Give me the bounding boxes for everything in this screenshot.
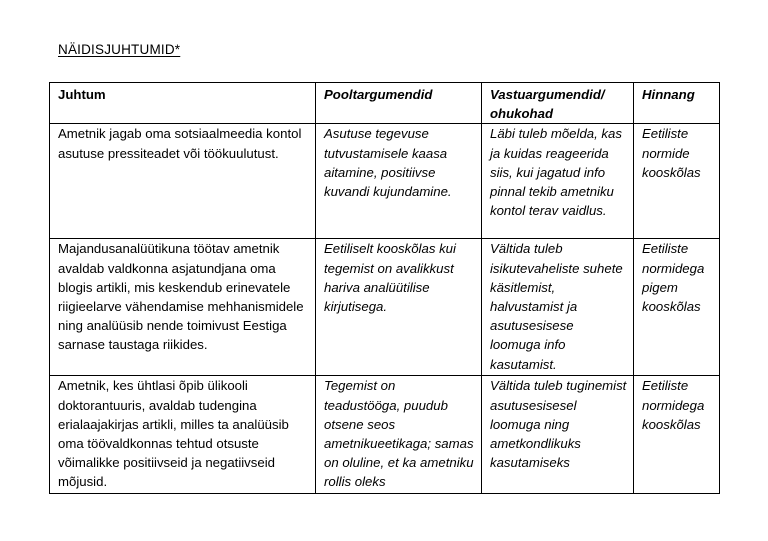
rating-text: Eetiliste normide kooskõlas bbox=[642, 126, 701, 180]
header-case: Juhtum bbox=[50, 83, 316, 124]
case-cell bbox=[50, 239, 316, 376]
pro-cell bbox=[316, 239, 482, 376]
rating-text: Eetiliste normidega pigem kooskõlas bbox=[642, 241, 705, 315]
header-pro-arguments: Pooltargumendid bbox=[316, 83, 482, 124]
contra-text: Vältida tuleb tuginemist asutusesisesel loomuga ning ametkondlikuks kasutamiseks bbox=[490, 378, 627, 471]
contra-text: Vältida tuleb isikutevaheliste suhete käsitlemist, halvustamist ja asutusesisese loomuga info kasutamist. bbox=[490, 241, 623, 372]
case-text: Majandusanalüütikuna töötav ametnik avaldab valdkonna asjatundjana oma blogis artikli, mis keskendub erinevatele riigieelarve vähendamise mehhanismidele ning analüüsib nende toimivust Eestiga sarnase taustaga riikides. bbox=[58, 241, 304, 353]
cases-table bbox=[49, 82, 720, 494]
contra-text: Läbi tuleb mõelda, kas ja kuidas reageerida siis, kui jagatud info pinnal tekib ametniku kontol terav vaidlus. bbox=[490, 126, 622, 219]
pro-text: Asutuse tegevuse tutvustamisele kaasa aitamine, positiivse kuvandi kujundamine. bbox=[324, 126, 452, 200]
table-row bbox=[50, 239, 720, 376]
rating-cell bbox=[634, 376, 720, 494]
rating-text: Eetiliste normidega kooskõlas bbox=[642, 378, 705, 432]
rating-cell bbox=[634, 124, 720, 239]
contra-cell bbox=[482, 124, 634, 239]
contra-cell bbox=[482, 239, 634, 376]
table-row bbox=[50, 376, 720, 494]
table-row bbox=[50, 124, 720, 239]
case-cell bbox=[50, 376, 316, 494]
header-rating: Hinnang bbox=[634, 83, 720, 124]
case-cell bbox=[50, 124, 316, 239]
header-counter-arguments: Vastuargumendid/ ohukohad bbox=[482, 83, 634, 124]
case-text: Ametnik, kes ühtlasi õpib ülikooli doktorantuuris, avaldab tudengina erialaajakirjas artikli, milles ta analüüsib oma töövaldkonnas tehtud otsuste võimalikke positiivseid ja negatiivseid mõjusid. bbox=[58, 378, 289, 490]
contra-cell bbox=[482, 376, 634, 494]
page-title: NÄIDISJUHTUMID* bbox=[58, 42, 181, 57]
pro-cell bbox=[316, 124, 482, 239]
pro-text: Eetiliselt kooskõlas kui tegemist on avalikkust hariva analüütilise kirjutisega. bbox=[324, 241, 456, 315]
case-text: Ametnik jagab oma sotsiaalmeedia kontol asutuse pressiteadet või töökuulutust. bbox=[58, 126, 302, 161]
pro-text: Tegemist on teadustööga, puudub otsene seos ametnikueetikaga; samas on oluline, et ka ametniku rollis oleks bbox=[324, 378, 474, 490]
pro-cell bbox=[316, 376, 482, 494]
rating-cell bbox=[634, 239, 720, 376]
table-header-row bbox=[50, 83, 720, 124]
